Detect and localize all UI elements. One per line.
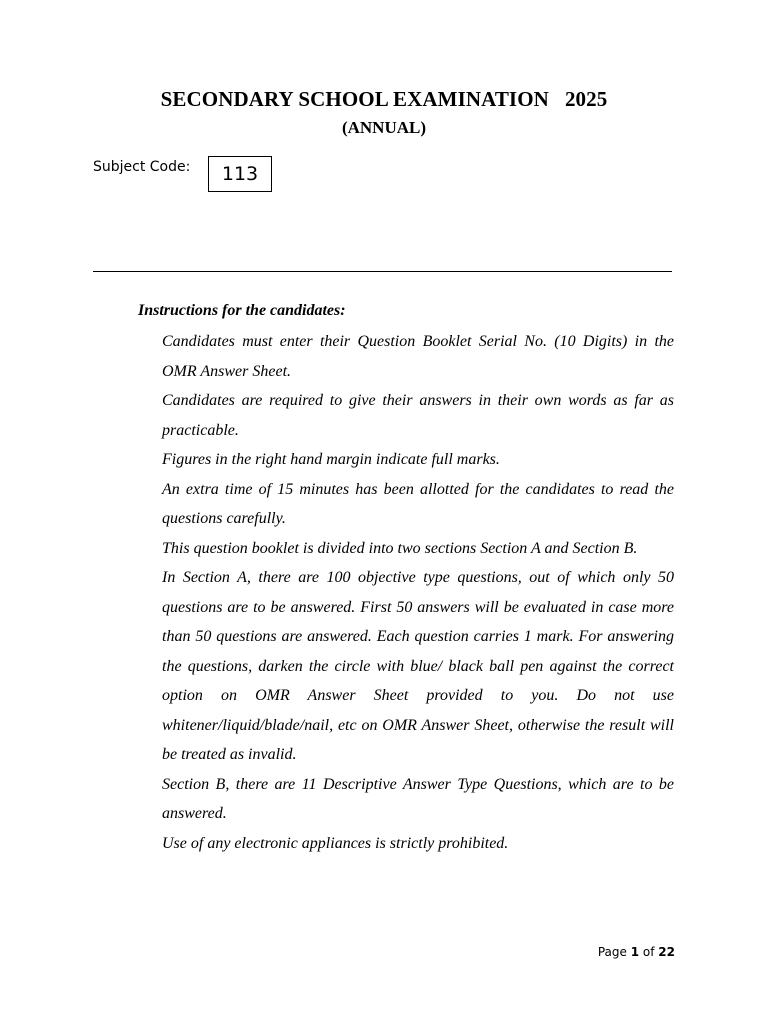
instruction-item: Candidates must enter their Question Booklet Serial No. (10 Digits) in the OMR Answer Sheet. xyxy=(162,333,674,380)
instruction-item: In Section A, there are 100 objective type questions, out of which only 50 questions are to be answered. First 50 answers will be evaluated in case more than 50 questions are answered. Each question carries 1 mark. For answering the questions, darken the circle with blue/ black ball pen against the correct option on OMR Answer Sheet provided to you. Do not use whitener/liquid/blade/nail, etc on OMR Answer Sheet, otherwise the result will be treated as invalid. xyxy=(162,569,674,763)
exam-subtitle: (ANNUAL) xyxy=(341,118,427,137)
subject-code-box xyxy=(208,156,272,192)
instruction-item: Section B, there are 11 Descriptive Answer Type Questions, which are to be answered. xyxy=(162,775,674,822)
subject-code-value: 113 xyxy=(221,163,259,185)
page-number-footer xyxy=(598,945,675,959)
instruction-item: Figures in the right hand margin indicate full marks. xyxy=(162,451,500,468)
instruction-item: Candidates are required to give their answers in their own words as far as practicable. xyxy=(162,392,674,439)
instructions-list xyxy=(162,327,674,858)
exam-title: SECONDARY SCHOOL EXAMINATION 2025 xyxy=(160,87,608,111)
divider-line xyxy=(93,271,672,272)
instruction-item: Use of any electronic appliances is strictly prohibited. xyxy=(162,834,509,852)
current-page: 1 xyxy=(630,945,640,959)
total-pages: 22 xyxy=(658,945,675,959)
instructions-heading: Instructions for the candidates: xyxy=(138,302,346,319)
subject-code-label: Subject Code: xyxy=(93,159,191,175)
of-word: of xyxy=(642,945,655,959)
instruction-item: This question booklet is divided into two sections Section A and Section B. xyxy=(162,539,638,557)
instruction-item: An extra time of 15 minutes has been allotted for the candidates to read the questions carefully. xyxy=(162,480,674,527)
page-word: Page xyxy=(597,945,627,959)
